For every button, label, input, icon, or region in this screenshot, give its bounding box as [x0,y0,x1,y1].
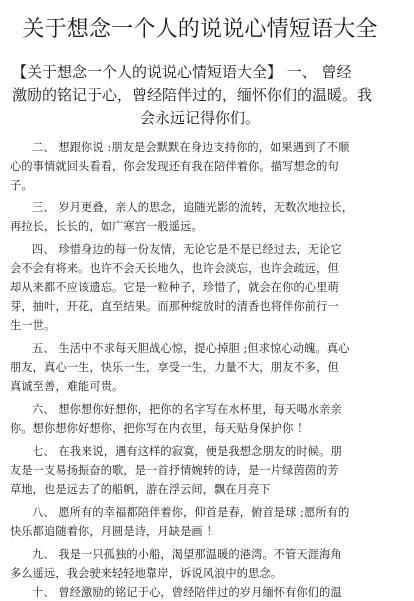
paragraph-line: 九、 我是一只孤独的小船，渴望那温暖的港湾。不管天涯海角 [32,548,342,561]
paragraph-line: 十、 曾经激励的铭记于心，曾经陪伴过的岁月缅怀有你们的温 [32,586,342,599]
paragraph-line: 心的事情就回头看看，你会发现还有我在陪伴着你。描写想念的句 [10,160,339,173]
paragraph-line: 你。想你想你好想你，把你写在内衣里，每天贴身保护你 ！ [10,422,309,435]
paragraph-line: 再拉长，长长的，如广寒宫一般遥远。 [10,220,203,233]
paragraph-line: 三、 岁月更叠，亲人的思念，追随光影的流转，无数次地拉长， [32,201,354,214]
paragraph-line: 二、 想跟你说 :朋友是会默默在身边支持你的，如果遇到了不顺 [32,141,350,154]
paragraph-line: 四、 珍惜身边的每一份友情，无论它是不是已经过去，无论它 [32,243,342,256]
paragraph-line: 八、 愿所有的幸福都陪伴着你，仰首是春，俯首是球 ;愿所有的 [32,506,350,519]
paragraph-line: 友是一支易扬振奋的歌，是一首抒情婉转的诗，是一片绿茵茵的芳 [10,464,339,477]
paragraph-line: 朋友，真心一生，快乐一生，享受一生，力量不大，朋友不多，但 [10,361,339,374]
paragraph-line: 芽，抽叶，开花，直至结果。而那种绽放时的清香也将伴你前行一 [10,300,339,313]
paragraph-line: 七、 在我来说，遇有这样的寂寞，便是我想念朋友的时候。朋 [32,445,342,458]
paragraph-line: 快乐都追随着你，月圆是诗，月缺是画 ！ [10,525,218,538]
paragraph-line: 却从来都不应该遗忘。它是一粒种子，珍惜了，就会在你的心里萌 [10,281,339,294]
paragraph-line: 生一世。 [10,319,56,332]
paragraph-line: 六、 想你想你好想你，把你的名字写在水杯里，每天喝水亲亲 [32,403,342,416]
paragraph-line: 会不会有将来。也许不会天长地久，也许会淡忘，也许会疏远，但 [10,262,339,275]
paragraph-line: 真诚至善，难能可贵。 [10,380,124,393]
intro-line: 激励的铭记于心，曾经陪伴过的，缅怀你们的温暖。我 [12,86,373,104]
paragraph-line: 子。 [10,179,33,192]
paragraph-line: 草地，也是远去了的船帆，游在浮云间，飘在月亮下 [10,483,271,496]
page-title: 关于想念一个人的说说心情短语大全 [22,17,378,42]
paragraph-line: 五、 生活中不求每天胆战心惊，提心掉胆 ;但求惊心动魄。真心 [32,342,350,355]
intro-line: 会永远记得你们。 [139,109,260,127]
intro-line: 【关于想念一个人的说说心情短语大全】 一、 曾经 [12,63,352,81]
paragraph-line: 多么遥远，我会驶来轻轻地靠岸，诉说风浪中的思念。 [10,567,283,580]
